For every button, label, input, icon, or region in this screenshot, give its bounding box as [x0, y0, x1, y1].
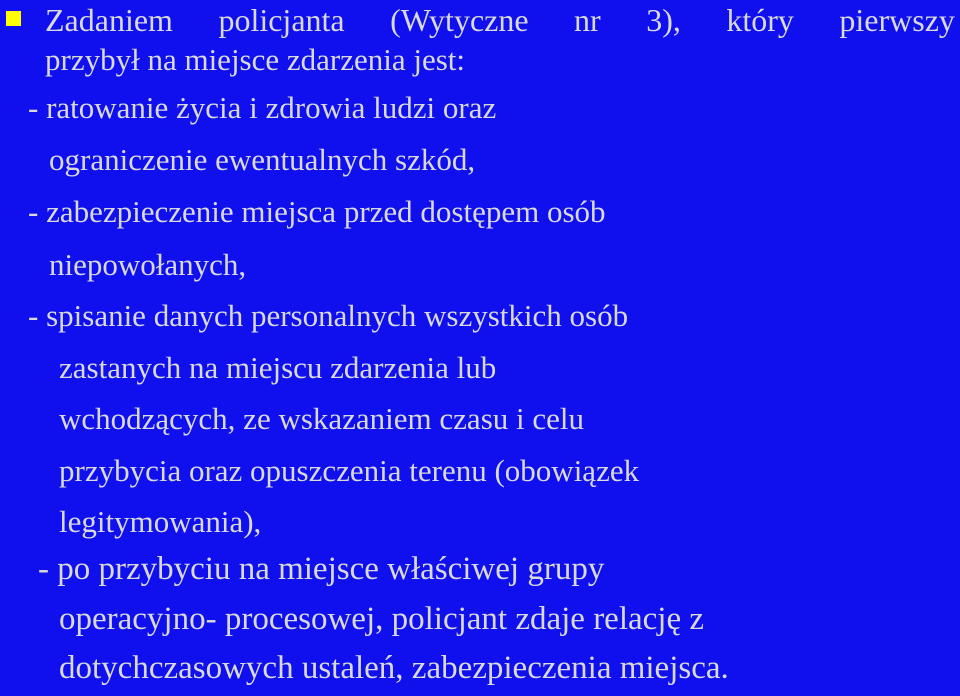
intro-word: nr — [574, 2, 601, 38]
intro-word: policjanta — [218, 2, 345, 38]
square-bullet-icon — [6, 11, 21, 26]
intro-word: 3), — [646, 2, 681, 38]
item-3-line-1: - spisanie danych personalnych wszystkich osób — [28, 298, 629, 333]
item-2-line-2: niepowołanych, — [49, 247, 247, 282]
item-3-line-2: zastanych na miejscu zdarzenia lub — [59, 350, 497, 385]
intro-word: Zadaniem — [45, 2, 173, 38]
item-3-line-3: wchodzących, ze wskazaniem czasu i celu — [59, 401, 585, 436]
intro-line-2: przybył na miejsce zdarzenia jest: — [45, 42, 466, 77]
item-4-line-1: - po przybyciu na miejsce właściwej grupy — [38, 551, 605, 587]
item-3-line-4: przybycia oraz opuszczenia terenu (obowiązek — [59, 453, 640, 488]
item-4-line-2: operacyjno- procesowej, policjant zdaje relację z — [59, 601, 704, 637]
intro-line-1 — [45, 4, 955, 36]
intro-word: (Wytyczne — [390, 2, 529, 38]
item-1-line-2: ograniczenie ewentualnych szkód, — [49, 142, 476, 177]
item-4-line-3: dotychczasowych ustaleń, zabezpieczenia miejsca. — [59, 650, 729, 686]
item-2-line-1: - zabezpieczenie miejsca przed dostępem osób — [28, 194, 606, 229]
intro-word: który — [726, 2, 794, 38]
intro-word: pierwszy — [839, 2, 955, 38]
item-1-line-1: - ratowanie życia i zdrowia ludzi oraz — [28, 90, 497, 125]
item-3-line-5: legitymowania), — [59, 504, 262, 539]
